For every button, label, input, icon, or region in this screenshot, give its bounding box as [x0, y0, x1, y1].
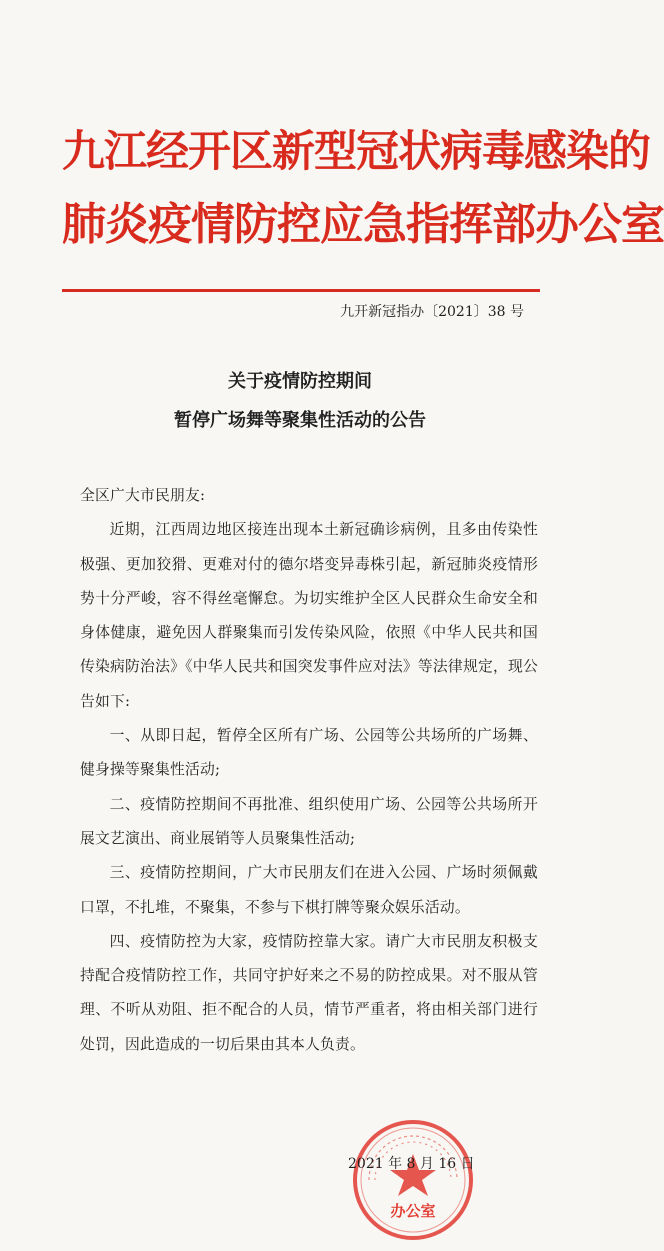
body-paragraph-item-2: 二、疫情防控期间不再批准、组织使用广场、公园等公共场所开展文艺演出、商业展销等人员聚集性活动;	[80, 795, 538, 847]
body-paragraph-item-4: 四、疫情防控为大家，疫情防控靠大家。请广大市民朋友积极支持配合疫情防控工作，共同守护好来之不易的防控成果。对不服从管理、不听从劝阻、拒不配合的人员，情节严重者，将由相关部门进行处罚，因此造成的一切后果由其本人负责。	[80, 932, 538, 1053]
issuing-authority-line2: 肺炎疫情防控应急指挥部办公室	[62, 199, 664, 250]
notice-title-line1: 关于疫情防控期间	[228, 371, 372, 392]
notice-body	[80, 479, 538, 1062]
salutation: 全区广大市民朋友:	[80, 487, 206, 504]
official-seal	[349, 1116, 477, 1244]
issuing-authority-line1: 九江经开区新型冠状病毒感染的	[62, 127, 650, 177]
body-paragraph-item-3: 三、疫情防控期间，广大市民朋友们在进入公园、广场时须佩戴口罩，不扎堆，不聚集，不参与下棋打牌等聚众娱乐活动。	[80, 864, 538, 916]
notice-title-line2: 暂停广场舞等聚集性活动的公告	[174, 410, 426, 431]
document-number: 九开新冠指办〔2021〕38 号	[340, 304, 524, 320]
issue-date: 2021 年 8 月 16 日	[348, 1156, 475, 1172]
red-divider-line	[62, 289, 540, 292]
body-paragraph-item-1: 一、从即日起，暂停全区所有广场、公园等公共场所的广场舞、健身操等聚集性活动;	[80, 727, 538, 779]
seal-label: 办公室	[390, 1202, 436, 1220]
body-paragraph-intro: 近期，江西周边地区接连出现本土新冠确诊病例，且多由传染性极强、更加狡猾、更难对付的德尔塔变异毒株引起，新冠肺炎疫情形势十分严峻，容不得丝毫懈怠。为切实维护全区人民群众生命安全和身体健康，避免因人群聚集而引发传染风险，依照《中华人民共和国传染病防治法》《中华人民共和国突发事件应对法》等法律规定，现公告如下:	[80, 521, 538, 710]
seal-icon	[349, 1116, 477, 1244]
